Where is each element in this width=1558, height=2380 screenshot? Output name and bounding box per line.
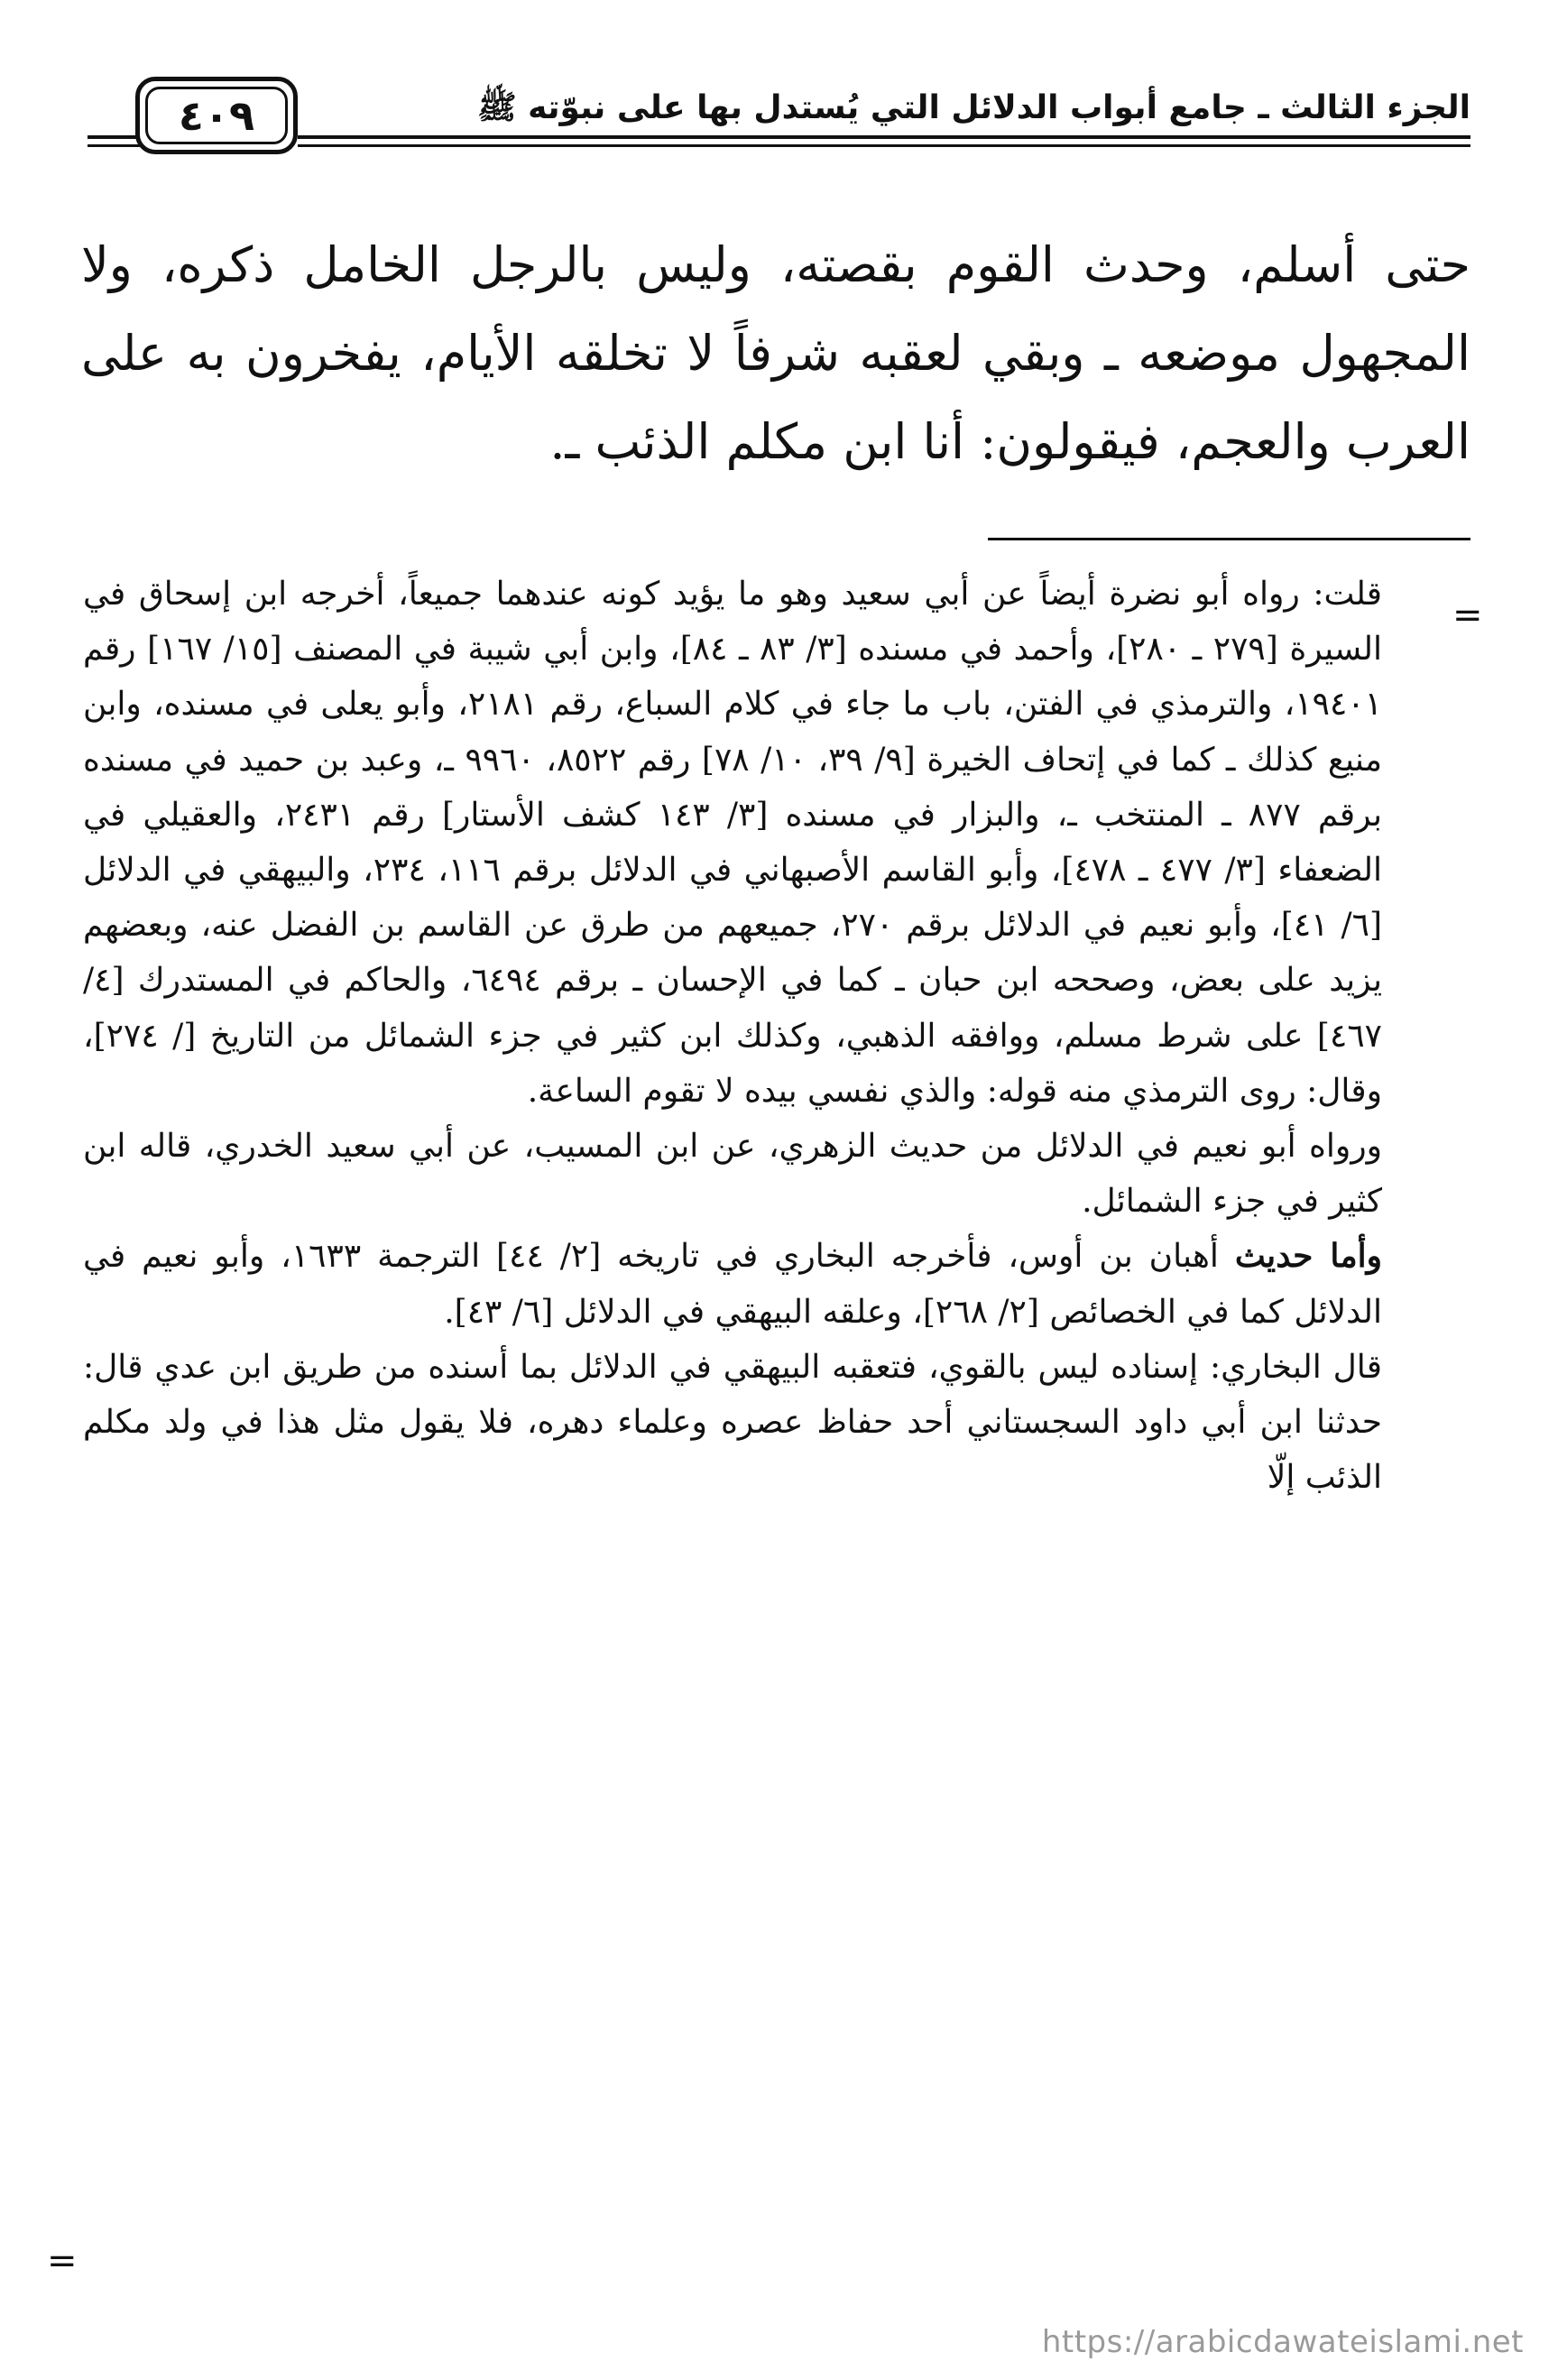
header-rule-right-top bbox=[298, 135, 1470, 139]
watermark-url: https://arabicdawateislami.net bbox=[1041, 2324, 1524, 2360]
page-number-frame bbox=[135, 77, 298, 154]
header-rule-left-bottom bbox=[88, 144, 140, 147]
footnote-paragraph: قال البخاري: إسناده ليس بالقوي، فتعقبه البيهقي في الدلائل بما أسنده من طريق ابن عدي قال: حدثنا ابن أبي داود السجستاني أحد حفاظ عصره وعلماء دهره، فلا يقول مثل هذا في ولد مكلم الذئب إلّا bbox=[83, 1348, 1382, 1497]
footnote-paragraph bbox=[83, 1229, 1382, 1339]
header-rule-right-bottom bbox=[298, 144, 1470, 147]
footnote-paragraph: قلت: رواه أبو نضرة أيضاً عن أبي سعيد وهو ما يؤيد كونه عندهما جميعاً، أخرجه ابن إسحاق في السيرة [٢٧٩ ـ ٢٨٠]، وأحمد في مسنده [٣/ ٨٣ ـ ٨٤]، وابن أبي شيبة في المصنف [١٥/ ١٦٧] رقم ١٩٤٠١، والترمذي في الفتن، باب ما جاء في كلام السباع، رقم ٢١٨١، وأبو يعلى في مسنده، وابن منيع كذلك ـ كما في إتحاف الخيرة [٩/ ٣٩، ١٠/ ٧٨] رقم ٨٥٢٢، ٩٩٦٠ ـ، وعبد بن حميد في مسنده برقم ٨٧٧ ـ المنتخب ـ، والبزار في مسنده [٣/ ١٤٣ كشف الأستار] رقم ٢٤٣١، والعقيلي في الضعفاء [٣/ ٤٧٧ ـ ٤٧٨]، وأبو القاسم الأصبهاني في الدلائل برقم ١١٦، ٢٣٤، والبيهقي في الدلائل [٦/ ٤١]، وأبو نعيم في الدلائل برقم ٢٧٠، جميعهم من طرق عن القاسم بن الفضل عنه، وبعضهم يزيد على بعض، وصححه ابن حبان ـ كما في الإحسان ـ برقم ٦٤٩٤، والحاكم في المستدرك [٤/ ٤٦٧] على شرط مسلم، ووافقه الذهبي، وكذلك ابن كثير في جزء الشمائل من التاريخ [/ ٢٧٤]، وقال: روى الترمذي منه قوله: والذي نفسي بيده لا تقوم الساعة. bbox=[83, 576, 1383, 1110]
main-text bbox=[81, 221, 1470, 486]
footnote-separator bbox=[988, 538, 1470, 540]
main-paragraph: حتى أسلم، وحدث القوم بقصته، وليس بالرجل الخامل ذكره، ولا المجهول موضعه ـ وبقي لعقبه شرفاً لا تخلقه الأيام، يفخرون به على العرب والعجم، فيقولون: أنا ابن مكلم الذئب ـ. bbox=[81, 236, 1470, 470]
running-title: الجزء الثالث ـ جامع أبواب الدلائل التي يُستدل بها على نبوّته ﷺ bbox=[477, 89, 1470, 126]
footnotes bbox=[83, 567, 1382, 1505]
continuation-mark-end: = bbox=[47, 2240, 78, 2282]
bold-lead-phrase: وأما حديث bbox=[1234, 1237, 1382, 1276]
footnote-paragraph: ورواه أبو نعيم في الدلائل من حديث الزهري، عن ابن المسيب، عن أبي سعيد الخدري، قاله ابن كثير في جزء الشمائل. bbox=[83, 1128, 1382, 1221]
continuation-mark-start: = bbox=[1452, 595, 1483, 636]
header-rule-left-top bbox=[88, 135, 140, 139]
page-number: ٤٠٩ bbox=[178, 91, 255, 140]
footnote-paragraph-text: أهبان بن أوس، فأخرجه البخاري في تاريخه [٢/ ٤٤] الترجمة ١٦٣٣، وأبو نعيم في الدلائل كما في الخصائص [٢/ ٢٦٨]، وعلقه البيهقي في الدلائل [٦/ ٤٣]. bbox=[83, 1238, 1382, 1331]
